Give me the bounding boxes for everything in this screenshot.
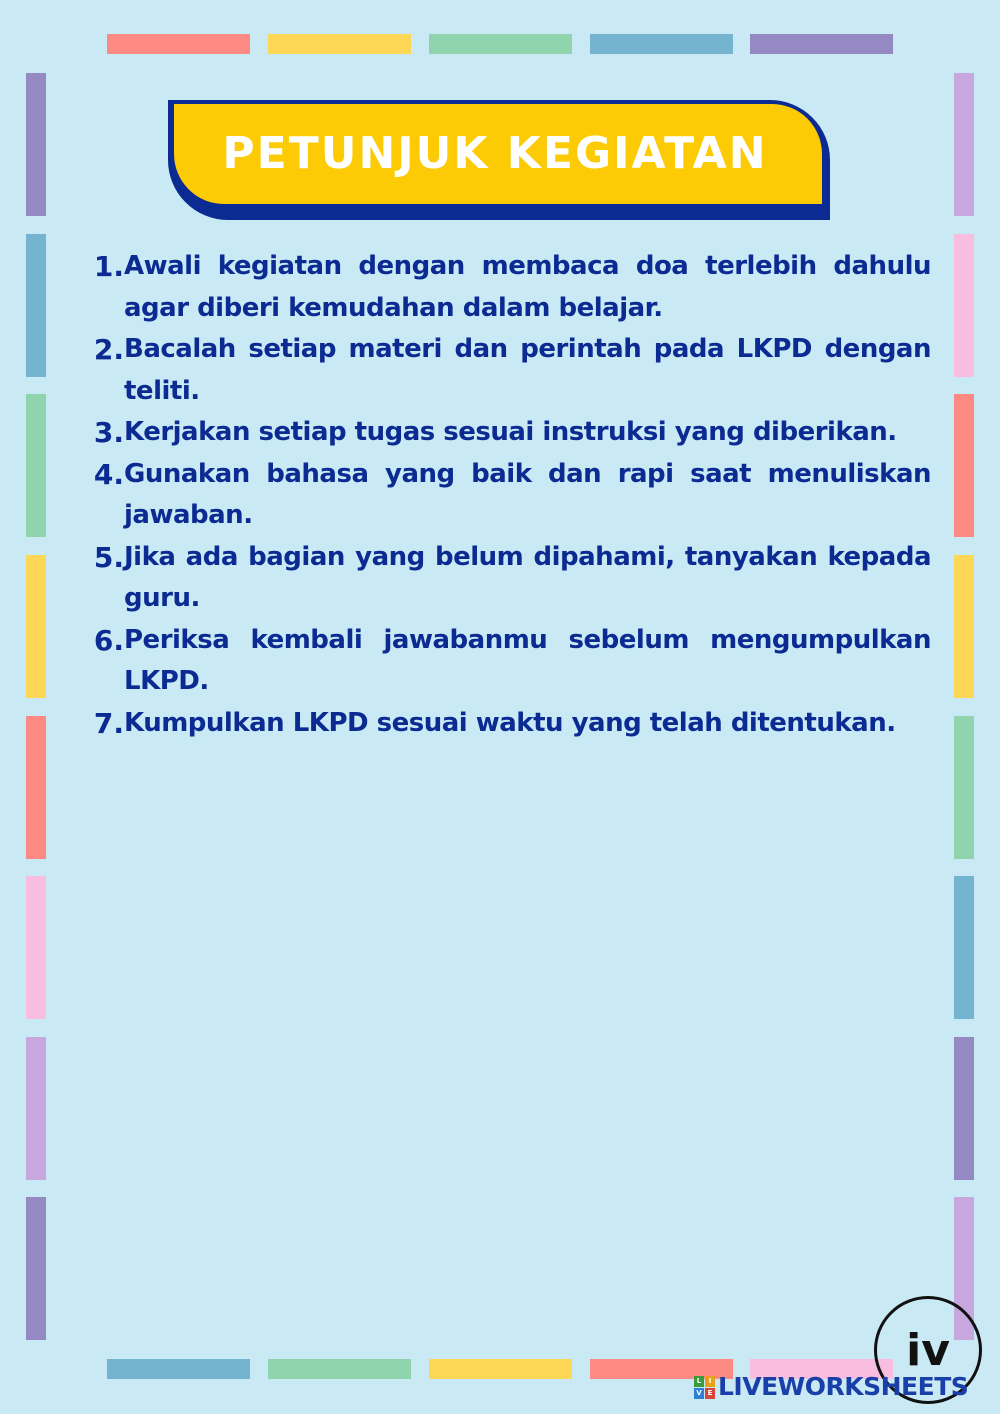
border-bar-right-5	[954, 716, 974, 859]
border-bar-right-2	[954, 234, 974, 377]
border-bar-right-6	[954, 876, 974, 1019]
border-bar-right-4	[954, 555, 974, 698]
instruction-number: 2.	[93, 333, 124, 366]
instruction-number: 4.	[93, 457, 124, 491]
liveworksheets-logo	[690, 1296, 990, 1406]
border-bar-top-4	[590, 34, 733, 54]
border-bar-left-4	[26, 555, 46, 698]
instruction-text: Awali kegiatan dengan membaca doa terlebih dahulu agar diberi kemudahan dalam belajar.	[124, 251, 931, 323]
live-letter-e: E	[705, 1388, 715, 1399]
border-bar-left-8	[26, 1197, 46, 1340]
border-bar-top-3	[429, 34, 572, 54]
instruction-item-4	[86, 454, 931, 537]
border-bar-top-2	[268, 34, 411, 54]
border-bar-left-5	[26, 716, 46, 859]
border-bar-left-1	[26, 73, 46, 216]
instruction-item-3	[86, 412, 931, 454]
instruction-text: Kerjakan setiap tugas sesuai instruksi yang diberikan.	[124, 417, 897, 447]
instruction-number: 6.	[93, 623, 124, 657]
instruction-item-6	[86, 620, 931, 703]
instruction-list	[86, 246, 931, 744]
border-bar-left-6	[26, 876, 46, 1019]
instruction-item-1	[86, 246, 931, 329]
border-bar-right-7	[954, 1037, 974, 1180]
live-letter-v: V	[694, 1388, 704, 1399]
border-bar-bottom-3	[429, 1359, 572, 1379]
instruction-text: Kumpulkan LKPD sesuai waktu yang telah ditentukan.	[124, 707, 896, 738]
page-title: PETUNJUK KEGIATAN	[222, 128, 768, 179]
instruction-number: 3.	[93, 416, 124, 449]
instruction-number: 1.	[93, 250, 124, 283]
border-bar-bottom-1	[107, 1359, 250, 1379]
live-letter-l: L	[694, 1376, 704, 1387]
border-bar-left-3	[26, 394, 46, 537]
instruction-text: Periksa kembali jawabanmu sebelum mengumpulkan LKPD.	[124, 624, 931, 696]
instruction-item-5	[86, 537, 931, 620]
instruction-text: Gunakan bahasa yang baik dan rapi saat menuliskan jawaban.	[124, 458, 931, 530]
instruction-text: Bacalah setiap materi dan perintah pada LKPD dengan teliti.	[124, 334, 931, 406]
instruction-number: 7.	[93, 706, 124, 740]
border-bar-left-7	[26, 1037, 46, 1180]
logo-mark: iv	[906, 1325, 950, 1376]
border-bar-right-3	[954, 394, 974, 537]
instruction-text: Jika ada bagian yang belum dipahami, tanyakan kepada guru.	[124, 541, 931, 613]
live-blocks-icon	[694, 1376, 716, 1400]
title-banner	[168, 100, 830, 220]
instruction-item-7	[86, 703, 931, 745]
border-bar-bottom-2	[268, 1359, 411, 1379]
instruction-item-2	[86, 329, 931, 412]
border-bar-left-2	[26, 234, 46, 377]
instruction-number: 5.	[93, 540, 124, 574]
live-letter-i: I	[705, 1376, 715, 1387]
brand-name: LIVEWORKSHEETS	[718, 1372, 969, 1401]
border-bar-top-5	[750, 34, 893, 54]
border-bar-right-1	[954, 73, 974, 216]
border-bar-top-1	[107, 34, 250, 54]
